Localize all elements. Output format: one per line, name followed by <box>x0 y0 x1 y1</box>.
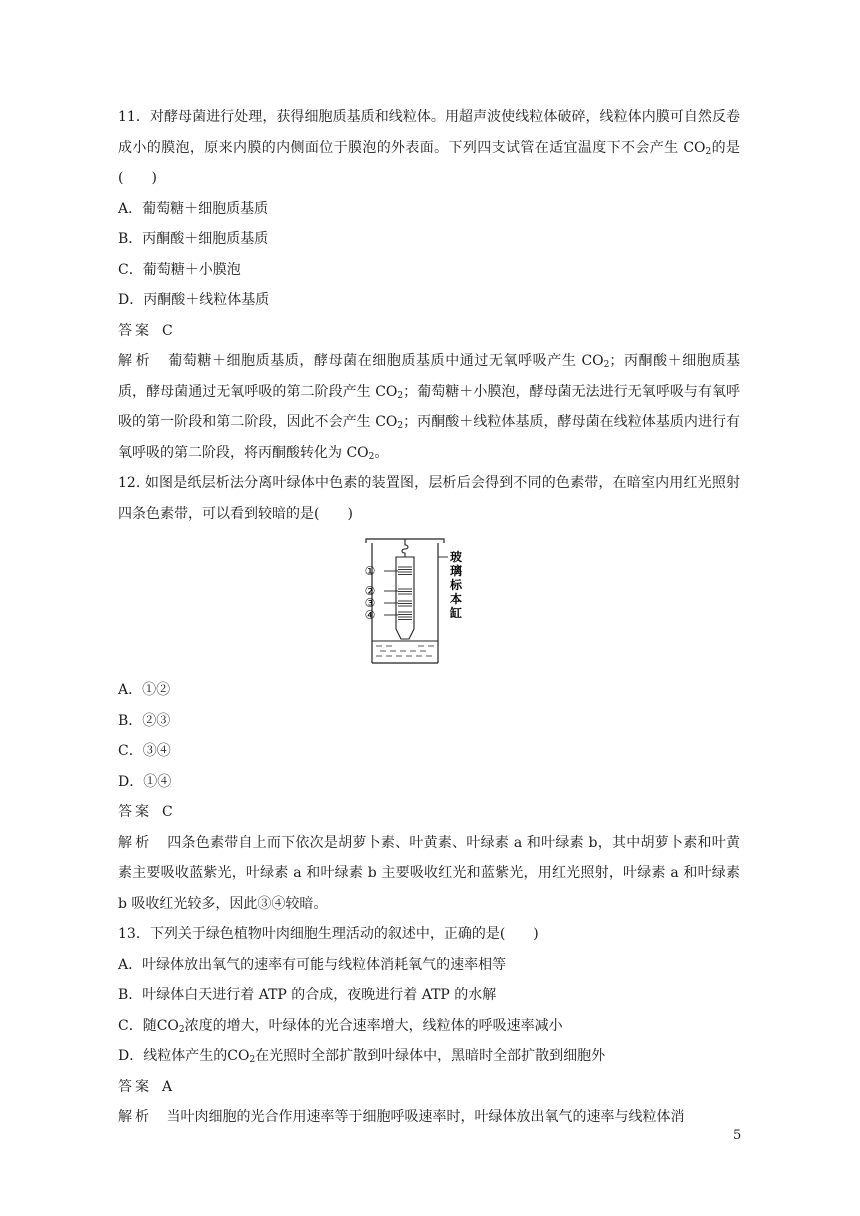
q12-stem: 12. 如图是纸层析法分离叶绿体中色素的装置图，层析后会得到不同的色素带，在暗室内用红光照射四条色素带，可以看到较暗的是( ) <box>118 475 740 522</box>
co2-formula: $CO_2$ <box>156 1017 185 1035</box>
hook <box>402 539 408 557</box>
q12-answer: 答案 C <box>118 804 173 820</box>
band-label-1: ① <box>364 564 376 578</box>
q12-analysis: 解析 四条色素带自上而下依次是胡萝卜素、叶黄素、叶绿素 a 和叶绿素 b，其中胡萝卜素和叶黄素主要吸收蓝紫光，叶绿素 a 和叶绿素 b 主要吸收红光和蓝紫光，用红光照射，叶绿素 a 和叶绿素 b 吸收红光较多，因此③④较暗。 <box>118 834 740 912</box>
page-content <box>118 102 740 1133</box>
chromatography-apparatus-figure <box>118 535 740 671</box>
co2-formula: $CO_2$ <box>683 139 712 157</box>
q12-option-c: C．③④ <box>118 743 171 759</box>
co2-formula: $CO_2$ <box>375 414 404 431</box>
q13-option-d: D．线粒体产生的$CO_2$在光照时全部扩散到叶绿体中，黑暗时全部扩散到细胞外 <box>118 1048 606 1065</box>
co2-formula: $CO_2$ <box>375 383 404 401</box>
svg-text:缸: 缸 <box>449 606 463 620</box>
q12-option-b: B．②③ <box>118 712 171 729</box>
q13-analysis: 解析 当叶肉细胞的光合作用速率等于细胞呼吸速率时，叶绿体放出氧气的速率与线粒体消 <box>118 1109 685 1125</box>
svg-text:璃: 璃 <box>449 564 463 578</box>
co2-formula: $CO_2$ <box>227 1048 256 1065</box>
band-label-4: ④ <box>364 608 376 622</box>
q13-answer: 答案 A <box>118 1078 173 1095</box>
q11-answer: 答案 C <box>118 322 173 339</box>
svg-text:标: 标 <box>449 578 463 592</box>
q11-option-a: A．葡萄糖＋细胞质基质 <box>118 200 269 217</box>
page-number: 5 <box>733 1128 742 1143</box>
svg-text:本: 本 <box>449 592 463 606</box>
q11-option-d: D．丙酮酸＋线粒体基质 <box>118 292 270 308</box>
chromatography-diagram <box>358 535 498 671</box>
q13-stem: 13．下列关于绿色植物叶肉细胞生理活动的叙述中，正确的是( ) <box>118 926 539 942</box>
svg-text:玻: 玻 <box>449 550 463 564</box>
q13-option-b: B．叶绿体白天进行着 ATP 的合成，夜晚进行着 ATP 的水解 <box>118 987 497 1003</box>
solvent-dashes <box>376 646 434 656</box>
q12-option-d: D．①④ <box>118 773 172 790</box>
q11-option-c: C．葡萄糖＋小膜泡 <box>118 261 241 278</box>
q12-option-a: A．①② <box>118 682 171 698</box>
q11-stem: 11．对酵母菌进行处理，获得细胞质基质和线粒体。用超声波使线粒体破碎，线粒体内膜可自然反卷成小的膜泡，原来内膜的内侧面位于膜泡的外表面。下列四支试管在适宜温度下不会产生 $CO_2$的是( ) <box>118 109 741 186</box>
band-label-2: ② <box>364 584 376 598</box>
band-label-3: ③ <box>364 596 376 610</box>
q11-option-b: B．丙酮酸＋细胞质基质 <box>118 231 269 247</box>
jar-side-label <box>449 549 463 620</box>
co2-formula: $CO_2$ <box>581 353 610 370</box>
q13-option-a: A．叶绿体放出氧气的速率有可能与线粒体消耗氧气的速率相等 <box>118 956 507 973</box>
q13-option-c: C．随$CO_2$浓度的增大，叶绿体的光合速率增大，线粒体的呼吸速率减小 <box>118 1017 563 1035</box>
q11-analysis: 解析 葡萄糖＋细胞质基质，酵母菌在细胞质基质中通过无氧呼吸产生 $CO_2$；丙酮酸＋细胞质基质，酵母菌通过无氧呼吸的第二阶段产生 $CO_2$；葡萄糖＋小膜泡，酵母菌无法进行无氧呼吸与有氧呼吸的第一阶段和第二阶段，因此不会产生 $CO_2$；丙酮酸＋线粒体基质，酵母菌在线粒体基质内进行有氧呼吸的第二阶段，将丙酮酸转化为 $CO_2$。 <box>118 353 741 462</box>
co2-formula: $CO_2$ <box>346 444 375 462</box>
